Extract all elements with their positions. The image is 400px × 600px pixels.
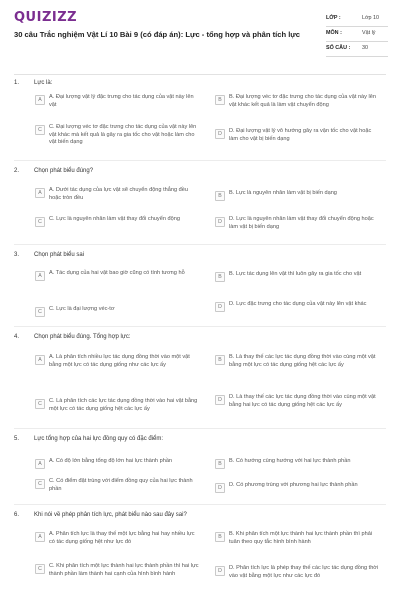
- meta-row-count: [326, 42, 388, 57]
- option-text: D. Là thay thế các lực tác dụng đồng thời vào cùng một vật bằng hai lực có tác dụng giống hệt các lực ấy: [229, 394, 376, 408]
- option-letter-box[interactable]: B: [215, 95, 225, 105]
- document-header: [0, 0, 400, 68]
- option-letter-box[interactable]: C: [35, 217, 45, 227]
- option-letter-box[interactable]: D: [215, 395, 225, 405]
- question-divider: [14, 326, 386, 327]
- option-text: C. Có điểm đặt trùng với điểm đồng quy của hai lực thành phần: [49, 478, 193, 492]
- option-text: A. Phân tích lực là thay thế một lực bằng hai hay nhiều lực có tác dụng giống hệt như lực đó: [49, 531, 195, 545]
- option-letter-box[interactable]: B: [215, 355, 225, 365]
- option-text: A. Có độ lớn bằng tổng độ lớn hai lực thành phần: [49, 458, 173, 464]
- question-text: Khi nói về phép phân tích lực, phát biểu nào sau đây sai?: [34, 512, 187, 518]
- meta-label: LỚP :: [326, 15, 341, 21]
- quizizz-logo: QUIZIZZ: [14, 10, 78, 25]
- question-divider: [14, 428, 386, 429]
- option-text: C. Đại lượng véc tơ đặc trưng cho tác dụng của vật này lên vật khác mà kết quả là gây ra gia tốc cho vật hoặc làm cho vật biến dạng: [49, 124, 197, 146]
- option-letter-box[interactable]: B: [215, 532, 225, 542]
- option-text: B. Là thay thế các lực tác dụng đồng thời vào cùng một vật bằng một lực có tác dụng giống hệt các lực ấy: [229, 354, 376, 368]
- option-letter-box[interactable]: C: [35, 479, 45, 489]
- option-text: D. Phân tích lực là phép thay thế các lực tác dụng đồng thời vào vật bằng một lực như các lực đó: [229, 565, 379, 579]
- option-letter-box[interactable]: B: [215, 459, 225, 469]
- option-text: A. Dưới tác dụng của lực vật sẽ chuyển động thẳng đều hoặc tròn đều: [49, 187, 188, 201]
- question-number: 1.: [14, 80, 20, 86]
- question-number: 3.: [14, 252, 20, 258]
- question-text: Lực tổng hợp của hai lực đồng quy có đặc điểm:: [34, 436, 164, 442]
- option-letter-box[interactable]: C: [35, 307, 45, 317]
- option-letter-box[interactable]: A: [35, 532, 45, 542]
- question-number: 4.: [14, 334, 20, 340]
- option-letter-box[interactable]: A: [35, 271, 45, 281]
- option-letter-box[interactable]: D: [215, 129, 225, 139]
- option-letter-box[interactable]: A: [35, 355, 45, 365]
- question-number: 5.: [14, 436, 20, 442]
- option-letter-box[interactable]: B: [215, 272, 225, 282]
- option-letter-box[interactable]: D: [215, 302, 225, 312]
- question-text: Chọn phát biểu đúng?: [34, 168, 94, 174]
- option-text: C. Lực là đại lượng véc-tơ: [49, 306, 115, 312]
- option-letter-box[interactable]: C: [35, 125, 45, 135]
- option-letter-box[interactable]: A: [35, 188, 45, 198]
- option-text: C. Là phân tích các lực tác dụng đồng thời vào hai vật bằng một lực có tác dụng giống hệt các lực ấy: [49, 398, 198, 412]
- header-divider: [14, 74, 386, 75]
- option-letter-box[interactable]: A: [35, 459, 45, 469]
- question-number: 2.: [14, 168, 20, 174]
- option-text: C. Khi phân tích một lực thành hai lực thành phần thì hai lực thành phần làm thành hai cạnh của hình bình hành: [49, 563, 199, 577]
- option-letter-box[interactable]: B: [215, 191, 225, 201]
- option-text: D. Đại lượng vật lý vô hướng gây ra vận tốc cho vật hoặc làm cho vật bị biến dạng: [229, 128, 372, 142]
- meta-row-subject: [326, 27, 388, 42]
- question-text: Lực là:: [34, 80, 53, 86]
- meta-row-class: [326, 12, 388, 27]
- option-letter-box[interactable]: C: [35, 564, 45, 574]
- page-title: 30 câu Trắc nghiệm Vật Lí 10 Bài 9 (có đáp án): Lực - tổng hợp và phân tích lực: [14, 30, 301, 39]
- question-divider: [14, 160, 386, 161]
- option-letter-box[interactable]: D: [215, 483, 225, 493]
- option-text: B. Lực tác dụng lên vật thì luôn gây ra gia tốc cho vật: [229, 271, 362, 277]
- quiz-meta: [326, 12, 388, 57]
- option-text: D. Có phương trùng với phương hai lực thành phần: [229, 482, 358, 488]
- option-letter-box[interactable]: C: [35, 399, 45, 409]
- meta-value: 30: [362, 45, 368, 51]
- question-text: Chọn phát biểu sai: [34, 252, 85, 258]
- option-text: B. Đại lượng véc tơ đặc trưng cho tác dụng của vật này lên vật khác kết quả là làm vật chuyển động: [229, 94, 376, 108]
- option-text: B. Khi phân tích một lực thành hai lực thành phần thì phải tuân theo quy tắc hình bình hành: [229, 531, 373, 545]
- question-text: Chọn phát biểu đúng. Tổng hợp lực:: [34, 334, 131, 340]
- option-text: B. Lực là nguyên nhân làm vật bị biến dạng: [229, 190, 337, 196]
- option-text: A. Là phân tích nhiều lực tác dụng đồng thời vào một vật bằng một lực có tác dụng giống như các lực ấy: [49, 354, 190, 368]
- question-number: 6.: [14, 512, 20, 518]
- meta-label: MÔN :: [326, 30, 342, 36]
- question-divider: [14, 504, 386, 505]
- option-text: A. Đại lượng vật lý đặc trưng cho tác dụng của vật này lên vật: [49, 94, 194, 108]
- option-text: D. Lực là nguyên nhân làm vật thay đổi chuyển động hoặc làm vật bị biến dạng: [229, 216, 374, 230]
- option-text: D. Lực đặc trưng cho tác dụng của vật này lên vật khác: [229, 301, 367, 307]
- option-text: B. Có hướng cùng hướng với hai lực thành phần: [229, 458, 351, 464]
- option-letter-box[interactable]: D: [215, 566, 225, 576]
- option-text: A. Tác dụng của hai vật bao giờ cũng có tính tương hỗ: [49, 270, 185, 276]
- meta-label: SỐ CÂU :: [326, 45, 351, 51]
- option-letter-box[interactable]: A: [35, 95, 45, 105]
- meta-value: Lớp 10: [362, 15, 380, 21]
- meta-value: Vật lý: [362, 30, 376, 36]
- option-text: C. Lực là nguyên nhân làm vật thay đổi chuyển động: [49, 216, 180, 222]
- question-divider: [14, 244, 386, 245]
- option-letter-box[interactable]: D: [215, 217, 225, 227]
